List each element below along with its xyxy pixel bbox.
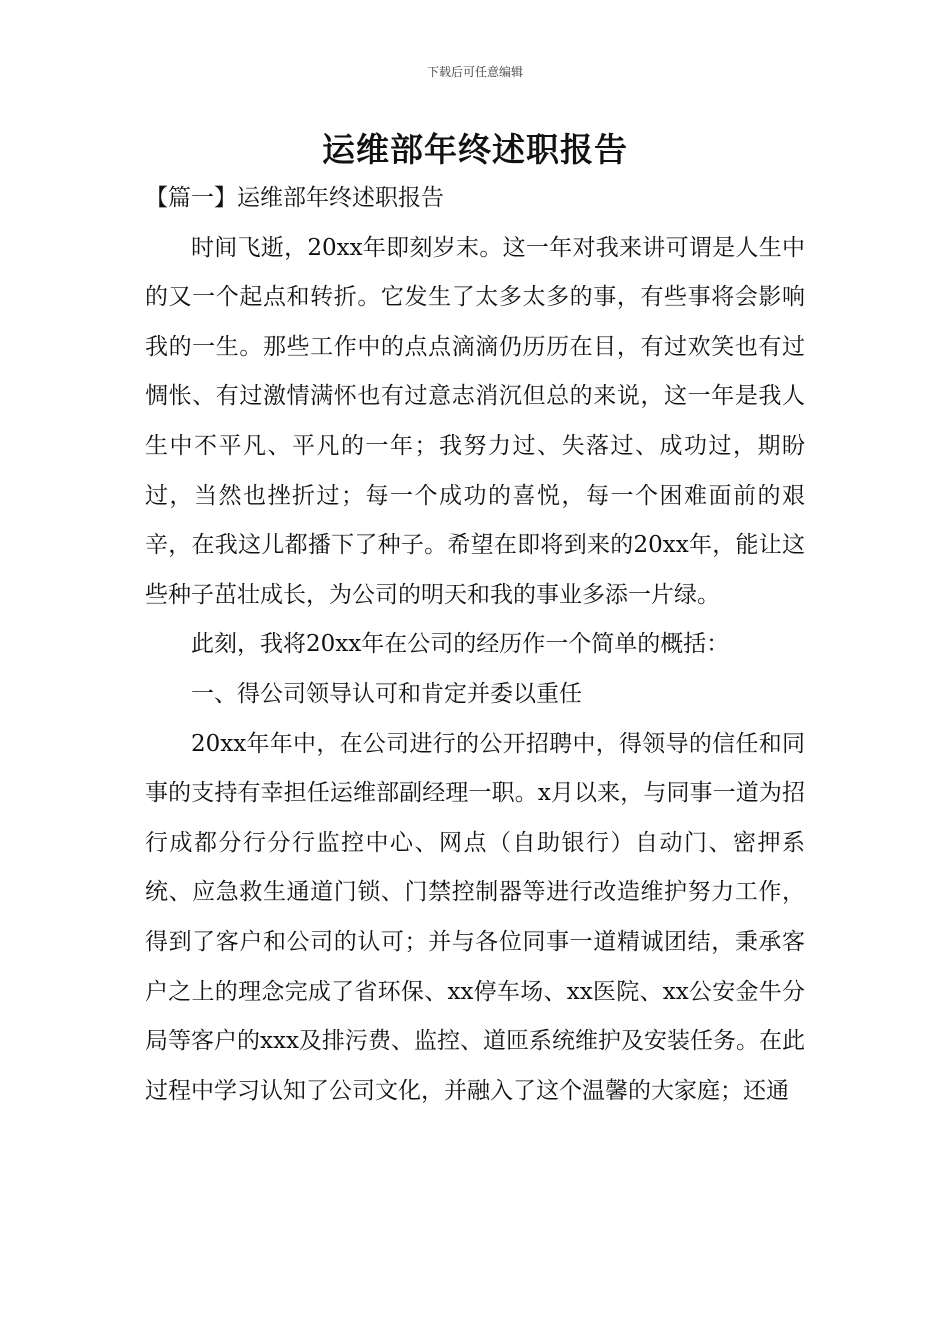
paragraph-summary: 此刻，我将20xx年在公司的经历作一个简单的概括： <box>191 631 730 658</box>
paragraph-heading-1: 一、得公司领导认可和肯定并委以重任 <box>191 680 582 707</box>
document-body <box>145 174 805 1116</box>
paragraph-intro: 时间飞逝，20xx年即刻岁末。这一年对我来讲可谓是人生中的又一个起点和转折。它发生了太多太多的事，有些事将会影响我的一生。那些工作中的点点滴滴仍历历在目，有过欢笑也有过惆怅、有过激情满怀也有过意志消沉但总的来说，这一年是我人生中不平凡、平凡的一年；我努力过、失落过、成功过，期盼过，当然也挫折过；每一个成功的喜悦，每一个困难面前的艰辛，在我这儿都播下了种子。希望在即将到来的20xx年，能让这些种子茁壮成长，为公司的明天和我的事业多添一片绿。 <box>145 234 805 608</box>
paragraph-body-1: 20xx年年中，在公司进行的公开招聘中，得领导的信任和同事的支持有幸担任运维部副经理一职。x月以来，与同事一道为招行成都分行分行监控中心、网点（自助银行）自动门、密押系统、应急救生通道门锁、门禁控制器等进行改造维护努力工作，得到了客户和公司的认可；并与各位同事一道精诚团结，秉承客户之上的理念完成了省环保、xx停车场、xx医院、xx公安金牛分局等客户的xxx及排污费、监控、道匝系统维护及安装任务。在此过程中学习认知了公司文化，并融入了这个温馨的大家庭；还通 <box>145 730 805 1104</box>
section-label: 【篇一】运维部年终述职报告 <box>145 185 444 211</box>
header-note: 下载后可任意编辑 <box>426 65 523 79</box>
document-title: 运维部年终述职报告 <box>322 130 628 169</box>
